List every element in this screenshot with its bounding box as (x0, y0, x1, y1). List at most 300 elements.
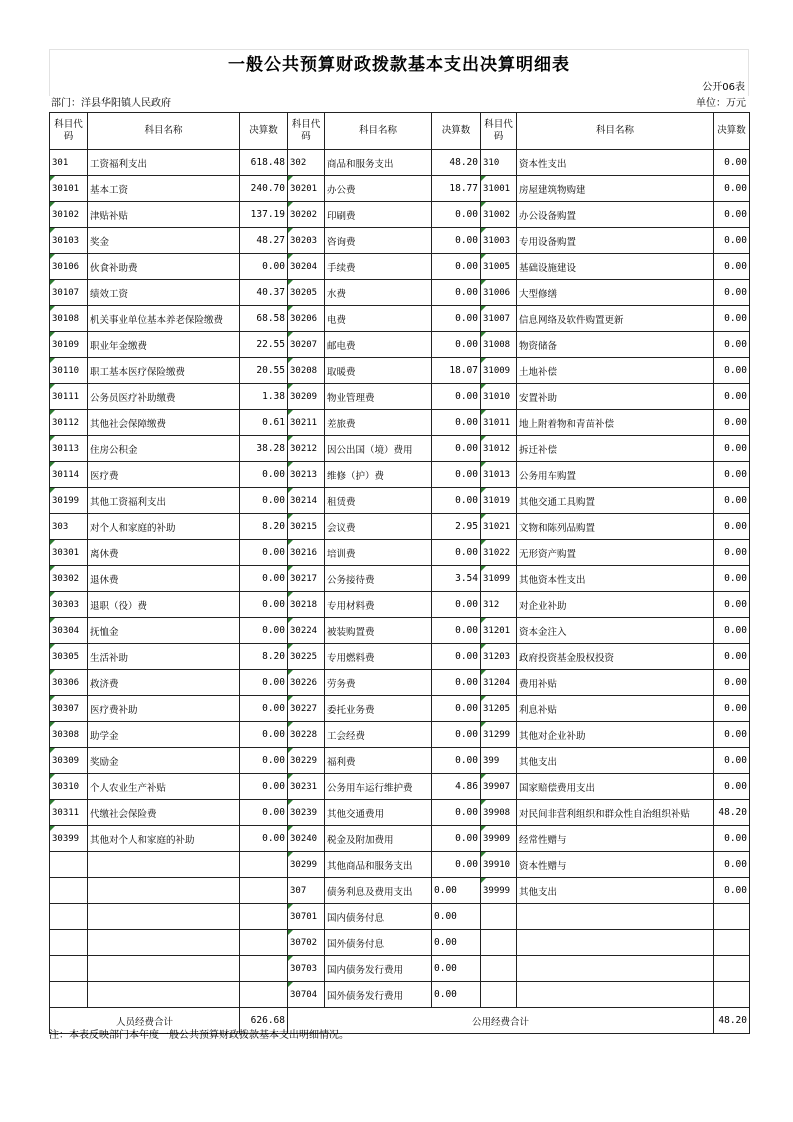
subject-name: 税金及附加费用 (325, 826, 432, 852)
amount-cell: 0.00 (432, 696, 481, 722)
amount-cell: 0.00 (714, 540, 750, 566)
amount-cell (714, 930, 750, 956)
amount-cell: 0.00 (714, 696, 750, 722)
amount-cell (714, 904, 750, 930)
subject-code: 303 (50, 514, 88, 540)
subject-code: 31002 (481, 202, 517, 228)
subject-name: 基础设施建设 (517, 254, 714, 280)
subject-name: 会议费 (325, 514, 432, 540)
subject-code: 30108 (50, 306, 88, 332)
subject-code: 31021 (481, 514, 517, 540)
subject-code (50, 982, 88, 1008)
amount-cell: 0.00 (714, 150, 750, 176)
table-row (50, 228, 750, 254)
subject-name: 邮电费 (325, 332, 432, 358)
table-row (50, 956, 750, 982)
subject-name: 住房公积金 (88, 436, 240, 462)
amount-cell: 618.48 (240, 150, 288, 176)
subject-name: 国外债务付息 (325, 930, 432, 956)
amount-cell: 0.00 (714, 462, 750, 488)
subject-code: 31201 (481, 618, 517, 644)
amount-cell: 0.00 (432, 982, 481, 1008)
subject-code: 31205 (481, 696, 517, 722)
amount-cell (240, 930, 288, 956)
subject-code: 30305 (50, 644, 88, 670)
report-sheet (49, 49, 749, 1034)
subject-name: 对企业补助 (517, 592, 714, 618)
subject-name (88, 904, 240, 930)
subject-code: 30303 (50, 592, 88, 618)
subject-code (481, 930, 517, 956)
subject-name (517, 956, 714, 982)
subject-name: 公务用车运行维护费 (325, 774, 432, 800)
amount-cell: 0.00 (240, 566, 288, 592)
personnel-total-label: 人员经费合计 (50, 1008, 240, 1034)
subject-code: 30207 (288, 332, 325, 358)
header-code: 科目代码 (481, 113, 517, 150)
amount-cell: 0.00 (432, 618, 481, 644)
amount-cell: 0.00 (240, 462, 288, 488)
subject-name: 其他商品和服务支出 (325, 852, 432, 878)
amount-cell: 0.00 (240, 618, 288, 644)
amount-cell: 0.00 (432, 956, 481, 982)
amount-cell: 22.55 (240, 332, 288, 358)
subject-code (50, 878, 88, 904)
subject-name: 差旅费 (325, 410, 432, 436)
amount-cell: 0.00 (240, 488, 288, 514)
amount-cell: 0.00 (714, 826, 750, 852)
amount-cell: 0.00 (714, 358, 750, 384)
subject-name: 助学金 (88, 722, 240, 748)
amount-cell: 0.00 (240, 774, 288, 800)
amount-cell: 0.00 (432, 930, 481, 956)
footnote: 注：本表反映部门本年度一般公共预算财政拨款基本支出明细情况。 (49, 1030, 349, 1041)
subject-code: 30302 (50, 566, 88, 592)
subject-name: 国外债务发行费用 (325, 982, 432, 1008)
subject-code: 30103 (50, 228, 88, 254)
subject-code: 31203 (481, 644, 517, 670)
amount-cell: 48.27 (240, 228, 288, 254)
amount-cell: 0.00 (714, 228, 750, 254)
amount-cell: 0.00 (432, 332, 481, 358)
header-code: 科目代码 (288, 113, 325, 150)
subject-code: 30215 (288, 514, 325, 540)
subject-code: 30239 (288, 800, 325, 826)
table-row (50, 436, 750, 462)
amount-cell: 0.00 (432, 280, 481, 306)
table-row (50, 644, 750, 670)
public-total-value: 48.20 (714, 1008, 750, 1034)
table-row (50, 904, 750, 930)
subject-name: 基本工资 (88, 176, 240, 202)
amount-cell: 0.00 (432, 410, 481, 436)
subject-name: 政府投资基金股权投资 (517, 644, 714, 670)
subject-code: 30101 (50, 176, 88, 202)
subject-code: 31003 (481, 228, 517, 254)
subject-code: 31007 (481, 306, 517, 332)
subject-name: 其他对企业补助 (517, 722, 714, 748)
amount-cell: 0.00 (240, 748, 288, 774)
amount-cell: 0.00 (432, 722, 481, 748)
subject-name: 地上附着物和青苗补偿 (517, 410, 714, 436)
subject-name: 印刷费 (325, 202, 432, 228)
subject-name: 抚恤金 (88, 618, 240, 644)
amount-cell: 0.00 (714, 254, 750, 280)
amount-cell: 8.20 (240, 514, 288, 540)
table-row (50, 748, 750, 774)
amount-cell: 0.61 (240, 410, 288, 436)
amount-cell: 0.00 (432, 462, 481, 488)
subject-name: 文物和陈列品购置 (517, 514, 714, 540)
subject-name: 救济费 (88, 670, 240, 696)
subject-name: 绩效工资 (88, 280, 240, 306)
amount-cell: 0.00 (714, 618, 750, 644)
subject-name: 退休费 (88, 566, 240, 592)
subject-name: 水费 (325, 280, 432, 306)
subject-code: 30301 (50, 540, 88, 566)
table-header-row (50, 113, 750, 150)
subject-name (88, 852, 240, 878)
amount-cell: 18.07 (432, 358, 481, 384)
amount-cell: 0.00 (240, 670, 288, 696)
subject-name: 公务接待费 (325, 566, 432, 592)
subject-code: 30309 (50, 748, 88, 774)
subject-code: 30299 (288, 852, 325, 878)
subject-name: 资本性赠与 (517, 852, 714, 878)
subject-name: 费用补贴 (517, 670, 714, 696)
amount-cell: 240.70 (240, 176, 288, 202)
table-row (50, 670, 750, 696)
table-row (50, 488, 750, 514)
report-title: 一般公共预算财政拨款基本支出决算明细表 (49, 49, 749, 80)
amount-cell: 0.00 (240, 722, 288, 748)
subject-name (88, 956, 240, 982)
department-row (49, 96, 749, 112)
subject-code: 30399 (50, 826, 88, 852)
subject-code: 312 (481, 592, 517, 618)
subject-name: 退职（役）费 (88, 592, 240, 618)
amount-cell: 0.00 (432, 670, 481, 696)
subject-name: 机关事业单位基本养老保险缴费 (88, 306, 240, 332)
department-label: 部门：洋县华阳镇人民政府 (51, 98, 171, 109)
amount-cell: 0.00 (714, 514, 750, 540)
subject-name: 公务用车购置 (517, 462, 714, 488)
subject-code: 30201 (288, 176, 325, 202)
subject-name: 其他支出 (517, 748, 714, 774)
subject-name: 咨询费 (325, 228, 432, 254)
subject-name: 维修（护）费 (325, 462, 432, 488)
table-row (50, 202, 750, 228)
amount-cell: 0.00 (240, 826, 288, 852)
table-row (50, 254, 750, 280)
amount-cell (240, 852, 288, 878)
subject-name: 租赁费 (325, 488, 432, 514)
subject-name: 伙食补助费 (88, 254, 240, 280)
table-row (50, 150, 750, 176)
amount-cell: 0.00 (714, 722, 750, 748)
amount-cell: 0.00 (432, 800, 481, 826)
personnel-total-value: 626.68 (240, 1008, 288, 1034)
subject-name: 职工基本医疗保险缴费 (88, 358, 240, 384)
subject-code: 30205 (288, 280, 325, 306)
amount-cell: 0.00 (240, 592, 288, 618)
amount-cell: 48.20 (432, 150, 481, 176)
amount-cell: 0.00 (714, 670, 750, 696)
subject-code: 30203 (288, 228, 325, 254)
subject-code: 30112 (50, 410, 88, 436)
header-amount: 决算数 (432, 113, 481, 150)
subject-name: 福利费 (325, 748, 432, 774)
table-row (50, 332, 750, 358)
subject-name: 安置补助 (517, 384, 714, 410)
table-row (50, 280, 750, 306)
subject-name: 培训费 (325, 540, 432, 566)
subject-code: 39907 (481, 774, 517, 800)
amount-cell: 0.00 (714, 332, 750, 358)
amount-cell: 0.00 (240, 800, 288, 826)
amount-cell: 0.00 (714, 878, 750, 904)
subject-name: 工会经费 (325, 722, 432, 748)
subject-code: 30206 (288, 306, 325, 332)
subject-code: 31011 (481, 410, 517, 436)
subject-code: 30199 (50, 488, 88, 514)
subject-name: 其他交通工具购置 (517, 488, 714, 514)
amount-cell: 0.00 (432, 644, 481, 670)
subject-name: 委托业务费 (325, 696, 432, 722)
subject-code: 30310 (50, 774, 88, 800)
form-number: 公开06表 (49, 80, 749, 96)
subject-code (50, 852, 88, 878)
subject-code: 30110 (50, 358, 88, 384)
subject-code: 30228 (288, 722, 325, 748)
amount-cell: 38.28 (240, 436, 288, 462)
subject-code: 30218 (288, 592, 325, 618)
subject-code: 31022 (481, 540, 517, 566)
subject-name: 劳务费 (325, 670, 432, 696)
subject-name: 房屋建筑物购建 (517, 176, 714, 202)
table-row (50, 358, 750, 384)
amount-cell: 0.00 (714, 202, 750, 228)
amount-cell: 48.20 (714, 800, 750, 826)
subject-code (481, 956, 517, 982)
table-row (50, 800, 750, 826)
subject-code: 39999 (481, 878, 517, 904)
subject-code: 30701 (288, 904, 325, 930)
subject-code: 30204 (288, 254, 325, 280)
amount-cell: 68.58 (240, 306, 288, 332)
table-row (50, 384, 750, 410)
subject-code: 30304 (50, 618, 88, 644)
amount-cell: 0.00 (714, 436, 750, 462)
amount-cell: 0.00 (432, 254, 481, 280)
subject-code: 30308 (50, 722, 88, 748)
subject-name (517, 904, 714, 930)
subject-code (481, 982, 517, 1008)
amount-cell: 137.19 (240, 202, 288, 228)
subject-name: 利息补贴 (517, 696, 714, 722)
amount-cell: 0.00 (714, 774, 750, 800)
amount-cell: 0.00 (432, 436, 481, 462)
subject-code: 30704 (288, 982, 325, 1008)
subject-code: 31299 (481, 722, 517, 748)
subject-name: 个人农业生产补贴 (88, 774, 240, 800)
subject-name: 取暖费 (325, 358, 432, 384)
subject-name: 其他对个人和家庭的补助 (88, 826, 240, 852)
amount-cell: 0.00 (432, 202, 481, 228)
table-row (50, 176, 750, 202)
subject-code: 30202 (288, 202, 325, 228)
subject-code: 39909 (481, 826, 517, 852)
subject-name: 医疗费 (88, 462, 240, 488)
amount-cell: 0.00 (240, 540, 288, 566)
amount-cell: 0.00 (240, 696, 288, 722)
subject-code: 31204 (481, 670, 517, 696)
subject-name: 办公设备购置 (517, 202, 714, 228)
table-row (50, 410, 750, 436)
amount-cell: 0.00 (714, 176, 750, 202)
subject-code: 31013 (481, 462, 517, 488)
header-name: 科目名称 (88, 113, 240, 150)
subject-code: 30229 (288, 748, 325, 774)
subject-code: 302 (288, 150, 325, 176)
subject-name (517, 930, 714, 956)
subject-name: 奖励金 (88, 748, 240, 774)
table-row (50, 306, 750, 332)
amount-cell: 3.54 (432, 566, 481, 592)
table-row (50, 982, 750, 1008)
amount-cell: 0.00 (714, 592, 750, 618)
header-name: 科目名称 (517, 113, 714, 150)
amount-cell (240, 904, 288, 930)
subject-name: 物业管理费 (325, 384, 432, 410)
subject-name: 无形资产购置 (517, 540, 714, 566)
subject-code (50, 956, 88, 982)
expenditure-table (49, 112, 750, 1034)
subject-code: 30702 (288, 930, 325, 956)
subject-name: 因公出国（境）费用 (325, 436, 432, 462)
amount-cell: 0.00 (432, 748, 481, 774)
subject-name: 债务利息及费用支出 (325, 878, 432, 904)
subject-name: 被装购置费 (325, 618, 432, 644)
header-code: 科目代码 (50, 113, 88, 150)
subject-name: 医疗费补助 (88, 696, 240, 722)
subject-code (50, 904, 88, 930)
public-total-label: 公用经费合计 (288, 1008, 714, 1034)
subject-code: 30307 (50, 696, 88, 722)
subject-name: 土地补偿 (517, 358, 714, 384)
amount-cell (240, 956, 288, 982)
subject-code: 30216 (288, 540, 325, 566)
amount-cell: 0.00 (714, 566, 750, 592)
subject-name: 专用燃料费 (325, 644, 432, 670)
amount-cell: 0.00 (432, 306, 481, 332)
amount-cell: 0.00 (714, 306, 750, 332)
subject-code: 30102 (50, 202, 88, 228)
subject-code: 31099 (481, 566, 517, 592)
amount-cell: 0.00 (714, 384, 750, 410)
subject-name: 国家赔偿费用支出 (517, 774, 714, 800)
subject-code: 30240 (288, 826, 325, 852)
table-row (50, 540, 750, 566)
header-amount: 决算数 (714, 113, 750, 150)
amount-cell: 0.00 (432, 488, 481, 514)
amount-cell: 0.00 (432, 852, 481, 878)
amount-cell: 20.55 (240, 358, 288, 384)
subject-code: 30217 (288, 566, 325, 592)
subject-name: 离休费 (88, 540, 240, 566)
amount-cell: 2.95 (432, 514, 481, 540)
subject-name (88, 878, 240, 904)
subject-code: 30213 (288, 462, 325, 488)
table-row (50, 592, 750, 618)
subject-code: 30109 (50, 332, 88, 358)
subject-code: 307 (288, 878, 325, 904)
subject-code: 30225 (288, 644, 325, 670)
table-row (50, 514, 750, 540)
subject-code: 30209 (288, 384, 325, 410)
subject-code: 301 (50, 150, 88, 176)
subject-name: 工资福利支出 (88, 150, 240, 176)
amount-cell (714, 956, 750, 982)
subject-code: 30111 (50, 384, 88, 410)
subject-code: 31012 (481, 436, 517, 462)
amount-cell (240, 982, 288, 1008)
subject-name: 国内债务发行费用 (325, 956, 432, 982)
subject-code: 30226 (288, 670, 325, 696)
amount-cell: 8.20 (240, 644, 288, 670)
subject-name: 专用设备购置 (517, 228, 714, 254)
table-row (50, 696, 750, 722)
subject-code: 31006 (481, 280, 517, 306)
subject-code: 30703 (288, 956, 325, 982)
amount-cell: 0.00 (432, 384, 481, 410)
table-row (50, 930, 750, 956)
subject-name: 办公费 (325, 176, 432, 202)
subject-code: 31008 (481, 332, 517, 358)
subject-code: 30114 (50, 462, 88, 488)
subject-code: 30231 (288, 774, 325, 800)
subject-name (517, 982, 714, 1008)
subject-code: 30311 (50, 800, 88, 826)
subject-name: 代缴社会保险费 (88, 800, 240, 826)
subject-name: 物资储备 (517, 332, 714, 358)
subject-code: 30107 (50, 280, 88, 306)
subject-name: 信息网络及软件购置更新 (517, 306, 714, 332)
subject-name: 大型修缮 (517, 280, 714, 306)
subject-code (50, 930, 88, 956)
amount-cell: 0.00 (432, 592, 481, 618)
amount-cell: 4.86 (432, 774, 481, 800)
subject-name: 电费 (325, 306, 432, 332)
subject-code: 30211 (288, 410, 325, 436)
subject-name: 生活补助 (88, 644, 240, 670)
subject-code: 30106 (50, 254, 88, 280)
subject-code: 399 (481, 748, 517, 774)
subject-code: 31001 (481, 176, 517, 202)
subject-code (481, 904, 517, 930)
subject-name: 经常性赠与 (517, 826, 714, 852)
subject-name: 津贴补贴 (88, 202, 240, 228)
subject-name: 拆迁补偿 (517, 436, 714, 462)
subject-code: 30212 (288, 436, 325, 462)
subject-name: 公务员医疗补助缴费 (88, 384, 240, 410)
subject-name: 其他支出 (517, 878, 714, 904)
amount-cell (240, 878, 288, 904)
amount-cell: 0.00 (714, 644, 750, 670)
subject-name: 其他工资福利支出 (88, 488, 240, 514)
subject-name: 资本金注入 (517, 618, 714, 644)
subject-name: 商品和服务支出 (325, 150, 432, 176)
